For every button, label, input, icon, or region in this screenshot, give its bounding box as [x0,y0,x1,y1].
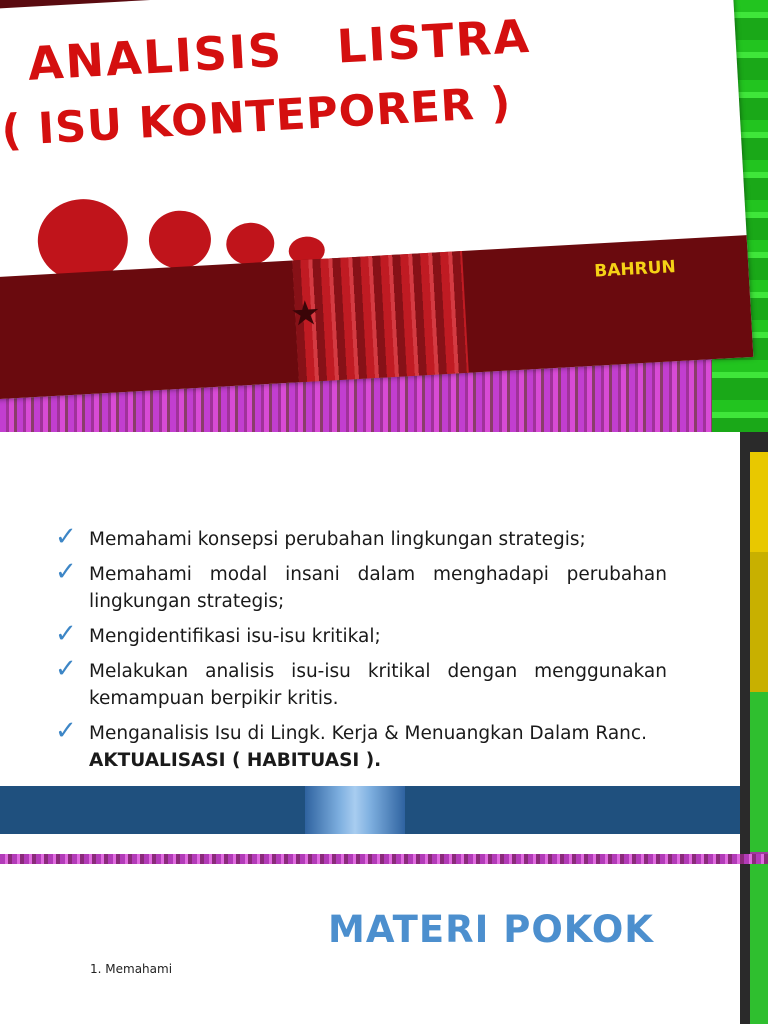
list-item-text: Melakukan analisis isu-isu kritikal dengan menggunakan kemampuan berpikir kritis. [89,661,667,709]
check-icon: ✓ [55,716,77,746]
list-item [55,619,667,650]
star-icon: ★ [289,294,322,334]
title-slide [0,0,753,399]
objectives-list [55,522,667,782]
list-item [55,716,667,774]
glitch-right-edge [740,432,768,864]
decor-circle-3 [225,221,275,266]
glitch-right-edge [740,864,768,1024]
footer-band-highlight [305,786,405,834]
slide-1 [0,0,768,432]
slide-subtitle: ( ISU KONTEPORER ) [0,78,513,157]
list-item-text: Mengidentifikasi isu-isu kritikal; [89,626,381,647]
top-accent-bar [0,0,732,10]
list-item [55,557,667,615]
check-icon: ✓ [55,522,77,552]
slide-3 [0,864,768,1024]
decor-circle-2 [147,209,212,270]
list-item-text: Memahami konsepsi perubahan lingkungan strategis; [89,529,586,550]
author-name: BAHRUN [593,257,677,282]
list-item: 1. Memahami [90,962,173,976]
section-title: MATERI POKOK [328,908,654,951]
slide-2 [0,432,768,864]
list-item-bold-text: AKTUALISASI ( HABITUASI ). [89,750,382,771]
check-icon: ✓ [55,619,77,649]
slide-title: ANALISIS LISTRA [26,8,533,91]
list-item-text: Memahami modal insani dalam menghadapi perubahan lingkungan strategis; [89,564,667,612]
glitch-bottom-edge [0,854,768,864]
check-icon: ✓ [55,557,77,587]
list-item [55,522,667,553]
list-item [55,654,667,712]
list-item-text: Menganalisis Isu di Lingk. Kerja & Menuangkan Dalam Ranc. [89,723,647,744]
check-icon: ✓ [55,654,77,684]
